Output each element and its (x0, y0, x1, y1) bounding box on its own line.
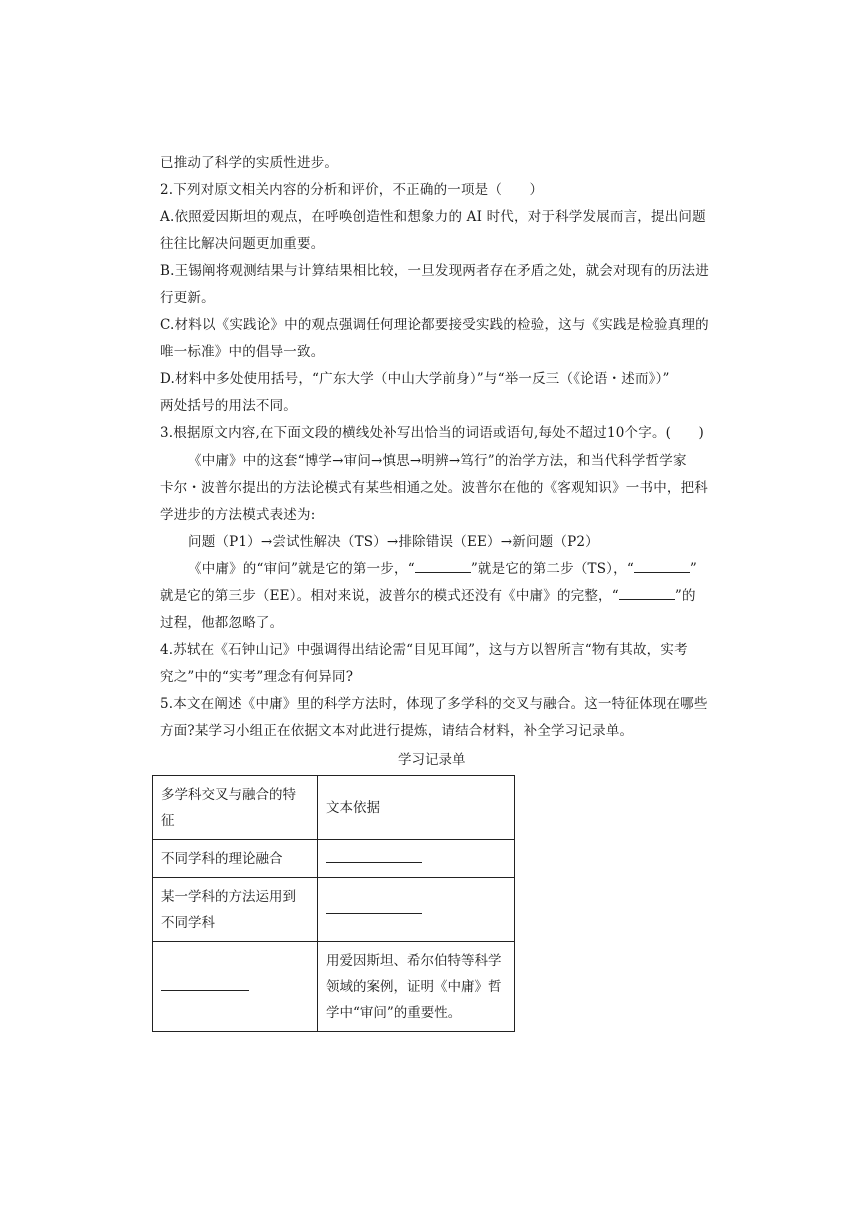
fill-text-3: ” (689, 561, 698, 577)
question-3: 3.根据原文内容,在下面文段的横线处补写出恰当的词语或语句,每处不超过10个字。( ) (160, 425, 704, 441)
option-d-line2: 两处括号的用法不同。 (160, 398, 297, 414)
fill-text-4: 就是它的第三步（EE）。相对来说，波普尔的模式还没有《中庸》的完整，“ (160, 588, 619, 604)
study-record-table (152, 775, 515, 1032)
answer-blank-row3[interactable] (161, 980, 249, 991)
passage-line2: 卡尔・波普尔提出的方法论模式有某些相通之处。波普尔在他的《客观知识》一书中，把科 (160, 480, 708, 496)
question-4-line1: 4.苏轼在《石钟山记》中强调得出结论需“目见耳闻”，这与方以智所言“物有其故，实考 (160, 642, 688, 658)
passage-line1: 《中庸》中的这套“博学→审问→慎思→明辨→笃行”的治学方法，和当代科学哲学家 (188, 453, 687, 469)
question-5-line2: 方面?某学习小组正在依据文本对此进行提炼，请结合材料，补全学习记录单。 (160, 723, 634, 739)
row1-feature-cell: 不同学科的理论融合 (153, 840, 318, 878)
header-evidence-cell: 文本依据 (318, 776, 515, 840)
row2-feature-line1: 某一学科的方法运用到 (161, 888, 296, 905)
table-row (153, 878, 515, 942)
row3-evidence-cell (318, 942, 515, 1032)
answer-blank-3[interactable] (619, 587, 675, 600)
table-row (153, 942, 515, 1032)
option-a-line1: A.依照爱因斯坦的观点，在呼唤创造性和想象力的 AI 时代，对于科学发展而言，提出问题 (160, 209, 706, 225)
header-feature-line2: 征 (161, 812, 175, 829)
option-a-line2: 往往比解决问题更加重要。 (160, 236, 325, 252)
text-line: 已推动了科学的实质性进步。 (160, 155, 339, 171)
row2-answer-cell[interactable] (318, 878, 515, 942)
fill-text-5: ”的 (674, 588, 696, 604)
option-c-line1: C.材料以《实践论》中的观点强调任何理论都要接受实践的检验，这与《实践是检验真理的 (160, 317, 709, 333)
question-5-line1: 5.本文在阐述《中庸》里的科学方法时，体现了多学科的交叉与融合。这一特征体现在哪些 (160, 696, 708, 712)
table-row (153, 840, 515, 878)
answer-blank-row1[interactable] (326, 852, 422, 863)
option-c-line2: 唯一标准》中的倡导一致。 (160, 344, 325, 360)
question-2: 2.下列对原文相关内容的分析和评价，不正确的一项是（ ） (160, 182, 544, 198)
passage-line3: 学进步的方法模式表述为: (160, 507, 316, 523)
fill-text-2: ”就是它的第二步（TS），“ (470, 561, 634, 577)
header-feature-cell (153, 776, 318, 840)
answer-blank-1[interactable] (415, 560, 471, 573)
header-feature-line1: 多学科交叉与融合的特 (161, 786, 296, 803)
method-formula: 问题（P1）→尝试性解决（TS）→排除错误（EE）→新问题（P2） (188, 534, 599, 550)
row3-answer-cell[interactable] (153, 942, 318, 1032)
option-b-line2: 行更新。 (160, 290, 215, 306)
row3-evidence-line2: 领域的案例，证明《中庸》哲 (326, 978, 502, 995)
row3-evidence-line1: 用爱因斯坦、希尔伯特等科学 (326, 952, 502, 969)
row1-answer-cell[interactable] (318, 840, 515, 878)
row3-evidence-line3: 学中“审问”的重要性。 (326, 1004, 462, 1021)
option-d-line1: D.材料中多处使用括号，“广东大学（中山大学前身）”与“举一反三（《论语・述而》）” (160, 371, 670, 387)
fill-text-1: 《中庸》的“审问”就是它的第一步，“ (188, 561, 415, 577)
answer-blank-row2[interactable] (326, 903, 422, 914)
table-caption: 学习记录单 (398, 752, 466, 768)
question-4-line2: 究之”中的“实考”理念有何异同? (160, 669, 354, 685)
row2-feature-cell (153, 878, 318, 942)
fill-line2 (160, 586, 696, 606)
fill-line1 (188, 559, 697, 579)
option-b-line1: B.王锡阐将观测结果与计算结果相比较，一旦发现两者存在矛盾之处，就会对现有的历法进 (160, 263, 709, 279)
answer-blank-2[interactable] (634, 560, 690, 573)
row2-feature-line2: 不同学科 (161, 914, 215, 931)
fill-line3: 过程，他都忽略了。 (160, 615, 284, 631)
table-header-row (153, 776, 515, 840)
